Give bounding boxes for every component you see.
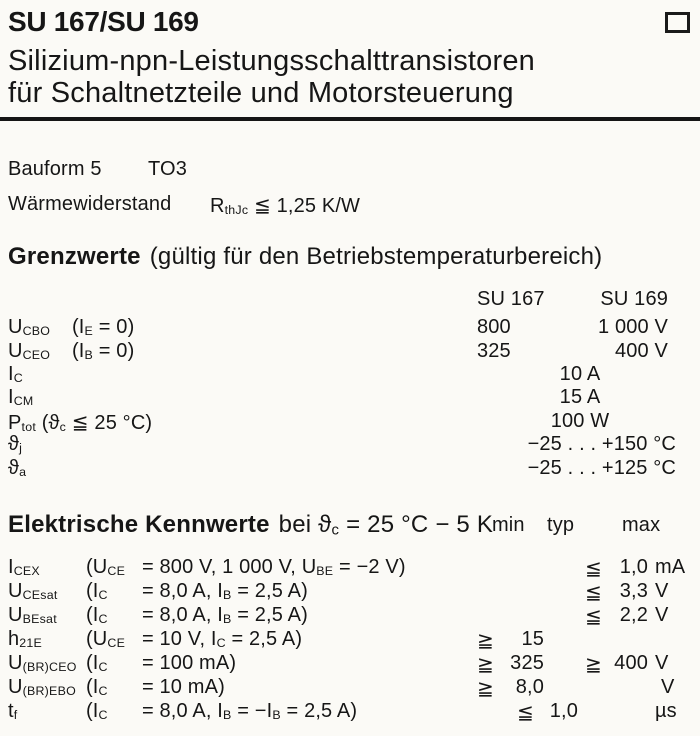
value-su169: 400 V — [614, 340, 668, 362]
row-condition: ($I_C = 8,0$ A, $I_B = -I_B = 2,5$ A) — [86, 700, 358, 723]
table-row-ic — [0, 363, 700, 388]
row-condition: ($I_C = 100$ mA) — [86, 652, 237, 675]
unit: V — [661, 676, 675, 698]
row-condition: ($I_C = 8,0$ A, $I_B = 2,5$ A) — [86, 604, 308, 627]
max-relation: ≦ — [585, 582, 602, 604]
value-su167: 325 — [477, 340, 511, 362]
package-label: TO3 — [148, 158, 187, 180]
max-value: 2,2 — [619, 604, 648, 626]
max-relation: ≦ — [585, 606, 602, 628]
row-symbol: $U_{CBO}$ — [8, 316, 51, 339]
max-relation: ≦ — [585, 558, 602, 580]
table-row-ubesat — [0, 604, 700, 629]
row-symbol: $I_{CEX}$ — [8, 556, 40, 579]
row-symbol: $ϑ_j$ — [8, 433, 23, 456]
grenzwerte-heading-note: (gültig für den Betriebstemperaturbereich) — [149, 243, 603, 270]
row-symbol: $t_f$ — [8, 700, 18, 723]
column-header-max: max — [622, 514, 661, 536]
max-value: 400 — [614, 652, 648, 674]
kennwerte-column-headers — [0, 514, 700, 539]
value-range: −25 . . . +125 °C — [527, 457, 676, 479]
row-symbol: $I_C$ — [8, 363, 23, 386]
min-value: 8,0 — [515, 676, 544, 698]
divider-rule — [0, 117, 700, 121]
package-line — [0, 158, 700, 183]
value-shared: 100 W — [550, 410, 610, 432]
grenzwerte-heading — [8, 243, 602, 271]
table-row-ptot — [0, 410, 700, 435]
min-value: 1,0 — [549, 700, 578, 722]
value-shared: 10 A — [559, 363, 601, 385]
max-value: 3,3 — [619, 580, 648, 602]
column-header-su167: SU 167 — [477, 288, 545, 310]
unit: V — [655, 652, 669, 674]
table-row-tf — [0, 700, 700, 725]
table-row-ucesat — [0, 580, 700, 605]
value-shared: 15 A — [559, 386, 601, 408]
row-condition: $(I_B = 0)$ — [72, 340, 135, 363]
grenzwerte-column-headers — [0, 288, 700, 313]
unit: µs — [655, 700, 677, 722]
min-value: 15 — [521, 628, 544, 650]
thermal-value: $R_{thJc}$ ≦ 1,25 K/W — [210, 195, 361, 218]
table-row-uceo — [0, 340, 700, 365]
unit: mA — [655, 556, 686, 578]
row-symbol: $I_{CM}$ — [8, 386, 34, 409]
thermal-resistance-line — [0, 193, 700, 218]
row-condition: ($U_{CE} = 10$ V, $I_C = 2,5$ A) — [86, 628, 303, 651]
unit: V — [655, 604, 669, 626]
page-title: SU 167/SU 169 — [8, 6, 199, 37]
bauform-label: Bauform 5 — [8, 158, 102, 180]
min-relation: ≧ — [477, 630, 494, 652]
row-symbol: $U_{(BR)EBO}$ — [8, 676, 76, 699]
row-symbol: $U_{CEO}$ — [8, 340, 51, 363]
row-condition: ($I_C = 8,0$ A, $I_B = 2,5$ A) — [86, 580, 308, 603]
value-su169: 1 000 V — [598, 316, 668, 338]
table-row-h21e — [0, 628, 700, 653]
column-header-su169: SU 169 — [600, 288, 668, 310]
unit: V — [655, 580, 669, 602]
column-header-typ: typ — [547, 514, 575, 536]
row-condition: ($U_{CE} = 800$ V, 1 000 V, $U_{BE} = -2$ V) — [86, 556, 406, 579]
column-header-min: min — [492, 514, 525, 536]
table-row-ubrebo — [0, 676, 700, 701]
corner-square-icon — [665, 12, 690, 33]
kennwerte-heading-bold: Elektrische Kennwerte — [8, 511, 270, 538]
kennwerte-heading-condition: bei $ϑ_c = 25$ °C − 5 K — [278, 511, 494, 539]
row-symbol: $h_{21E}$ — [8, 628, 43, 651]
value-su167: 800 — [477, 316, 511, 338]
table-row-ucbo — [0, 316, 700, 341]
subtitle-line-1: Silizium-npn-Leistungsschalttransistoren — [8, 45, 536, 77]
grenzwerte-heading-bold: Grenzwerte — [8, 243, 141, 270]
table-row-icex — [0, 556, 700, 581]
min-relation: ≧ — [477, 678, 494, 700]
min-value: 325 — [510, 652, 544, 674]
row-symbol: $U_{(BR)CEO}$ — [8, 652, 77, 675]
table-row-ubrceo — [0, 652, 700, 677]
subtitle-line-2: für Schaltnetzteile und Motorsteuerung — [8, 77, 514, 109]
row-condition: $(I_E = 0)$ — [72, 316, 135, 339]
value-range: −25 . . . +150 °C — [527, 433, 676, 455]
min-relation: ≧ — [477, 654, 494, 676]
table-row-icm — [0, 386, 700, 411]
row-symbol: $ϑ_a$ — [8, 457, 27, 480]
row-symbol: $U_{CEsat}$ — [8, 580, 58, 603]
max-value: 1,0 — [619, 556, 648, 578]
row-condition: ($I_C = 10$ mA) — [86, 676, 225, 699]
min-relation: ≦ — [517, 702, 534, 724]
table-row-theta-j — [0, 433, 700, 458]
table-row-theta-a — [0, 457, 700, 482]
thermal-label: Wärmewiderstand — [8, 193, 172, 215]
max-relation: ≧ — [585, 654, 602, 676]
row-symbol: $P_{tot}$ ($ϑ_c$ ≦ 25 °C) — [8, 412, 153, 435]
row-symbol: $U_{BEsat}$ — [8, 604, 57, 627]
